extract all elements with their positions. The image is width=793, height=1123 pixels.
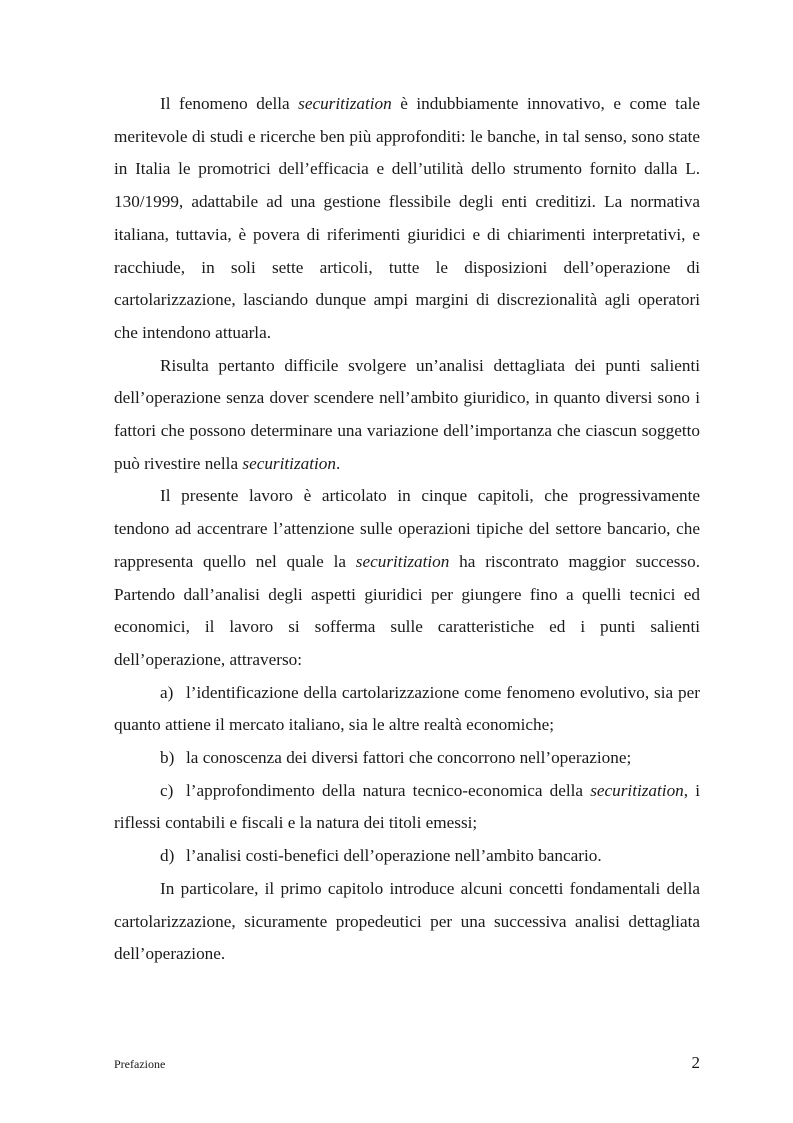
list-marker: c) <box>160 780 174 800</box>
footer-section-label: Prefazione <box>114 1057 166 1071</box>
list-marker: a) <box>160 682 174 702</box>
text-run: In particolare, il primo capitolo introduce alcuni concetti fondamentali della cartolarizzazione, sicuramente propedeutici per una successiva analisi dettagliata dell’operazione. <box>114 878 700 964</box>
list-item-text: l’identificazione della cartolarizzazione come fenomeno evolutivo, sia per quanto attiene il mercato italiano, sia le altre realtà economiche; <box>114 682 700 735</box>
text-run: Risulta pertanto difficile svolgere un’analisi dettagliata dei punti salienti dell’operazione senza dover scendere nell’ambito giuridico, in quanto diversi sono i fattori che possono determinare una variazione dell’importanza che ciascun soggetto può rivestire nella <box>114 355 700 473</box>
text-run: Il fenomeno della <box>160 94 299 113</box>
text-run: . <box>335 453 341 473</box>
text-run: Il presente lavoro è articolato in cinque capitoli, che progressivamente tendono ad accentrare l’attenzione sulle operazioni tipiche del settore bancario, che rappresenta quello nel quale la <box>114 486 700 571</box>
italic-term: securitization <box>242 453 336 473</box>
italic-term: securitization <box>298 94 392 113</box>
text-run: ha riscontrato maggior successo. Partendo dall’analisi degli aspetti giuridici per giungere fino a quelli tecnici ed economici, il lavoro si sofferma sulle caratteristiche ed i punti salienti dell’operazione, attraverso: <box>114 551 701 669</box>
paragraph-structure <box>114 480 700 676</box>
italic-term: securitization <box>355 551 450 571</box>
list-marker: d) <box>160 846 175 866</box>
paragraph-conclusion <box>114 873 700 971</box>
list-item-c <box>114 775 700 840</box>
list-item-text: la conoscenza dei diversi fattori che concorrono nell’operazione; <box>186 748 632 768</box>
list-item-text: , i riflessi contabili e fiscali e la natura dei titoli emessi; <box>114 780 700 833</box>
italic-term: securitization <box>590 780 684 800</box>
document-body <box>114 88 700 971</box>
paragraph-analysis <box>114 350 700 481</box>
list-item-a <box>114 677 700 742</box>
list-item-text: l’analisi costi-benefici dell’operazione nell’ambito bancario. <box>186 846 602 866</box>
text-run: è indubbiamente innovativo, e come tale meritevole di studi e ricerche ben più approfonditi: le banche, in tal senso, sono state in Italia le promotrici dell’efficacia e dell’utilità dello strumento fornito dalla L. 130/1999, adattabile ad una gestione flessibile degli enti creditizi. La normativa italiana, tuttavia, è povera di riferimenti giuridici e di chiarimenti interpretativi, e racchiude, in soli sette articoli, tutte le disposizioni dell’operazione di cartolarizzazione, lasciando dunque ampi margini di discrezionalità agli operatori che intendono attuarla. <box>114 94 700 342</box>
list-item-d <box>114 840 700 873</box>
list-marker: b) <box>160 748 175 768</box>
page-number: 2 <box>691 1053 700 1072</box>
list-item-b <box>114 742 700 775</box>
paragraph-intro <box>114 88 700 350</box>
list-item-text: l’approfondimento della natura tecnico-economica della <box>186 780 591 800</box>
